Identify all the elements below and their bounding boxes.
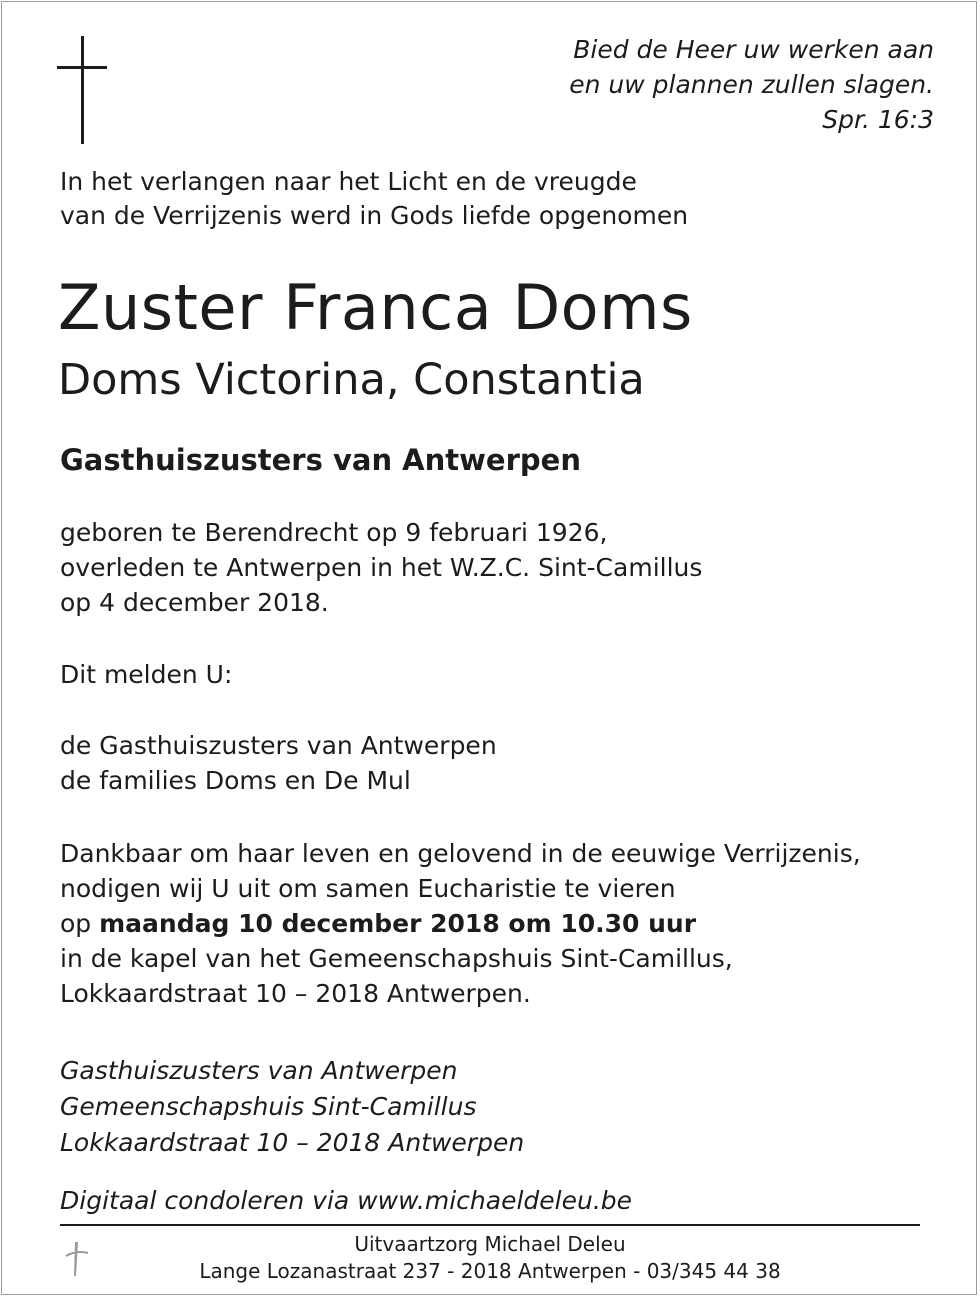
intro-line: van de Verrijzenis werd in Gods liefde opgenomen bbox=[60, 201, 689, 230]
family-line: de Gasthuiszusters van Antwerpen bbox=[60, 731, 497, 760]
deceased-religious-name: Zuster Franca Doms bbox=[58, 271, 693, 344]
intro-text bbox=[60, 165, 688, 233]
correspondence-address bbox=[60, 1053, 524, 1161]
bible-verse bbox=[374, 32, 934, 137]
funeral-home-contact: Lange Lozanastraat 237 - 2018 Antwerpen - 03/345 44 38 bbox=[199, 1259, 781, 1283]
notify-label: Dit melden U: bbox=[60, 660, 233, 689]
family-list bbox=[60, 728, 497, 798]
service-location: in de kapel van het Gemeenschapshuis Sint-Camillus, bbox=[60, 944, 733, 973]
service-line: nodigen wij U uit om samen Eucharistie te vieren bbox=[60, 874, 676, 903]
address-line: Lokkaardstraat 10 – 2018 Antwerpen bbox=[60, 1128, 525, 1157]
service-invitation bbox=[60, 836, 861, 1011]
intro-line: In het verlangen naar het Licht en de vreugde bbox=[60, 167, 637, 196]
service-line: Dankbaar om haar leven en gelovend in de eeuwige Verrijzenis, bbox=[60, 839, 861, 868]
cross-icon bbox=[57, 36, 107, 144]
birth-line: geboren te Berendrecht op 9 februari 1926, bbox=[60, 518, 608, 547]
funeral-home-name: Uitvaartzorg Michael Deleu bbox=[354, 1232, 626, 1256]
death-date-line: op 4 december 2018. bbox=[60, 588, 329, 617]
verse-reference: Spr. 16:3 bbox=[822, 105, 934, 134]
address-line: Gemeenschapshuis Sint-Camillus bbox=[60, 1092, 477, 1121]
death-line: overleden te Antwerpen in het W.Z.C. Sint-Camillus bbox=[60, 553, 703, 582]
verse-line: Bied de Heer uw werken aan bbox=[573, 35, 934, 64]
service-address: Lokkaardstraat 10 – 2018 Antwerpen. bbox=[60, 979, 531, 1008]
family-line: de families Doms en De Mul bbox=[60, 766, 411, 795]
deceased-civil-name: Doms Victorina, Constantia bbox=[58, 355, 645, 405]
congregation-name: Gasthuiszusters van Antwerpen bbox=[60, 443, 581, 477]
funeral-home-footer bbox=[60, 1231, 920, 1285]
service-prefix: op bbox=[60, 909, 100, 938]
verse-line: en uw plannen zullen slagen. bbox=[569, 70, 934, 99]
service-datetime-line bbox=[60, 906, 861, 941]
service-datetime: maandag 10 december 2018 om 10.30 uur bbox=[99, 909, 697, 938]
digital-condolence: Digitaal condoleren via www.michaeldeleu.be bbox=[60, 1186, 633, 1215]
footer-divider bbox=[60, 1224, 920, 1226]
address-line: Gasthuiszusters van Antwerpen bbox=[60, 1056, 458, 1085]
life-dates bbox=[60, 515, 702, 620]
